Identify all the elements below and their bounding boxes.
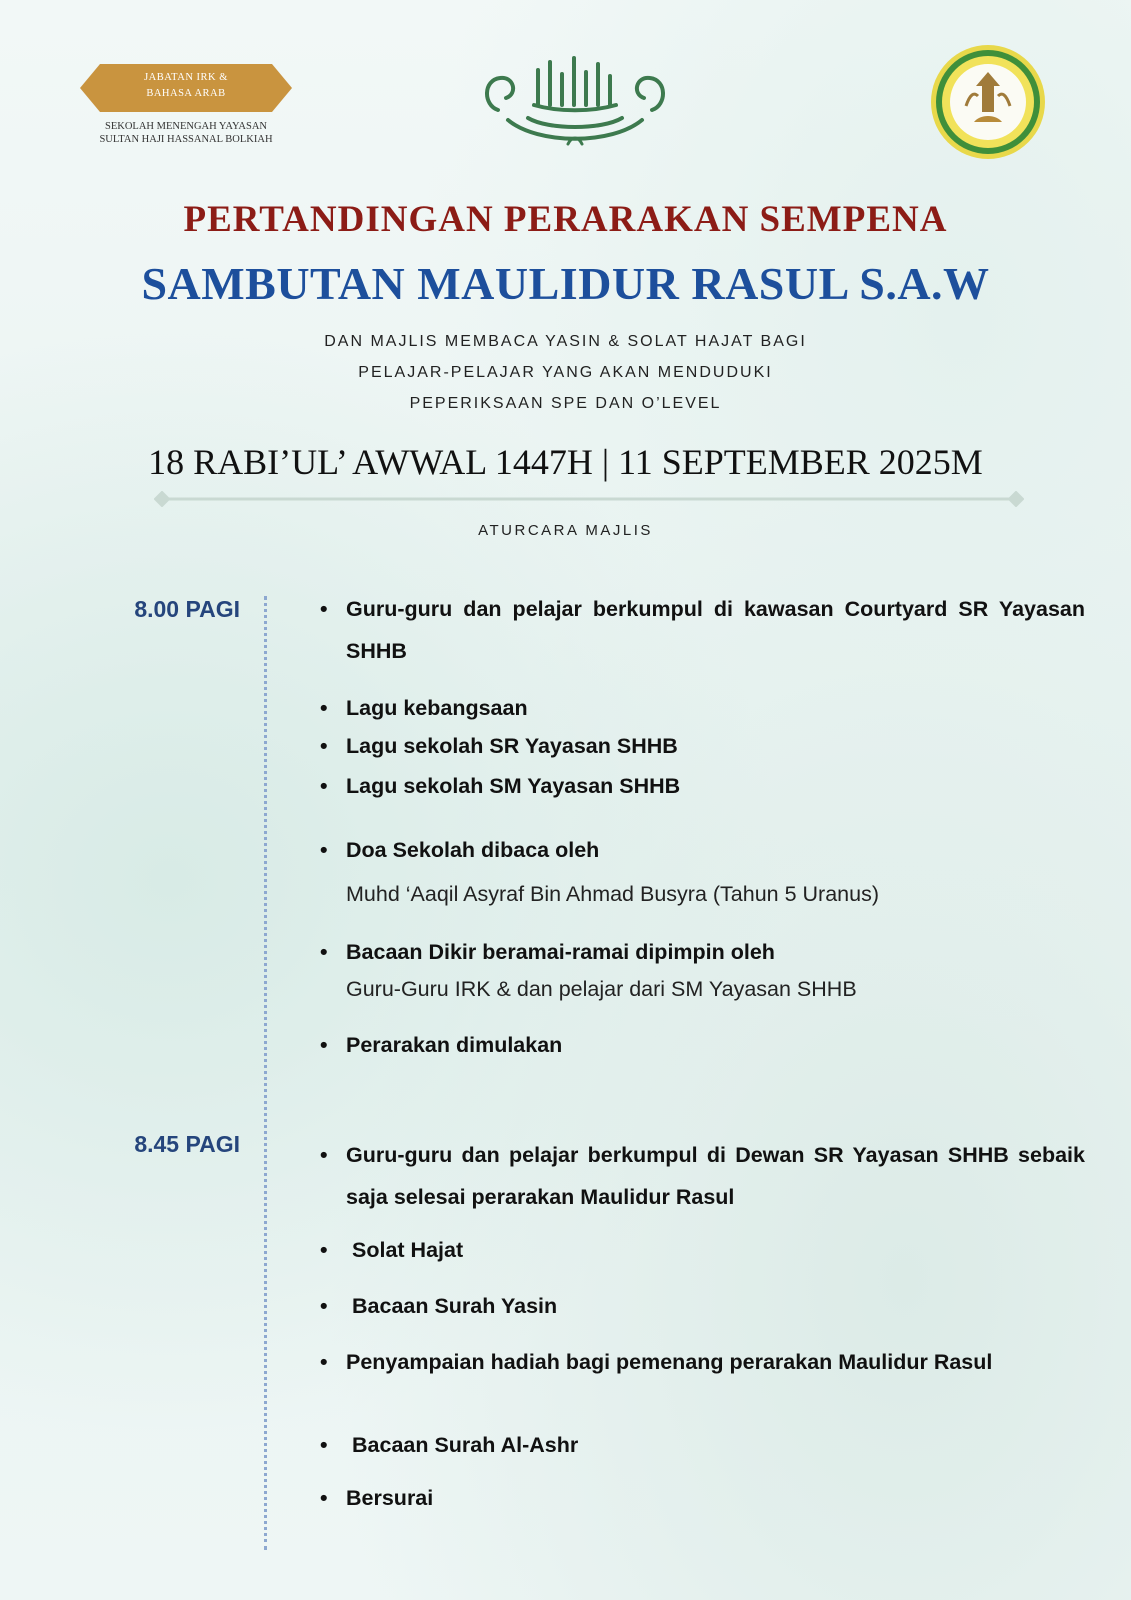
divider — [154, 491, 1024, 507]
schedule-item-text: Doa Sekolah dibaca oleh — [346, 838, 600, 862]
schedule-item — [320, 931, 1085, 973]
badge-line-1: JABATAN IRK & — [144, 72, 228, 83]
bullet: • — [320, 696, 328, 720]
schedule-item — [320, 725, 1085, 767]
event-subtitle-line-3: PEPERIKSAAN SPE DAN O’LEVEL — [409, 395, 722, 412]
bullet: • — [320, 838, 328, 862]
schedule-item-text: Bersurai — [346, 1486, 434, 1510]
bullet: • — [320, 597, 328, 621]
event-subtitle-line-1: DAN MAJLIS MEMBACA YASIN & SOLAT HAJAT BAGI — [324, 333, 807, 350]
school-name — [70, 120, 302, 146]
event-title-line-1: PERTANDINGAN PERARAKAN SEMPENA — [183, 199, 948, 240]
schedule-item-text: Lagu sekolah SM Yayasan SHHB — [346, 774, 681, 798]
schedule-item — [320, 1134, 1085, 1218]
schedule-item-text: Lagu kebangsaan — [346, 696, 528, 720]
schedule-item-text: Guru-guru dan pelajar berkumpul di kawasan Courtyard SR Yayasan SHHB — [346, 597, 1085, 663]
schedule-item — [320, 1424, 1085, 1466]
schedule-item — [320, 1229, 1085, 1271]
bullet: • — [320, 1143, 328, 1167]
bullet: • — [320, 1294, 328, 1318]
school-name-line-1: SEKOLAH MENENGAH YAYASAN — [105, 121, 267, 132]
time-label: 8.45 PAGI — [134, 1131, 240, 1157]
schedule-item — [320, 588, 1085, 672]
bullet: • — [320, 1033, 328, 1057]
event-title-line-2: SAMBUTAN MAULIDUR RASUL S.A.W — [141, 258, 990, 309]
schedule-item-text: Bacaan Dikir beramai-ramai dipimpin oleh — [346, 940, 775, 964]
school-crest-icon — [930, 44, 1046, 160]
bullet: • — [320, 734, 328, 758]
bullet: • — [320, 1350, 328, 1374]
school-name-line-2: SULTAN HAJI HASSANAL BOLKIAH — [99, 134, 273, 145]
bismillah-calligraphy-icon — [478, 50, 672, 150]
badge-line-2: BAHASA ARAB — [146, 88, 226, 99]
schedule-item — [320, 1285, 1085, 1327]
bullet: • — [320, 1238, 328, 1262]
schedule-item-text: Guru-guru dan pelajar berkumpul di Dewan SR Yayasan SHHB sebaik saja selesai perarakan Maulidur Rasul — [346, 1143, 1085, 1209]
schedule-item — [320, 687, 1085, 729]
schedule-item — [320, 1024, 1085, 1066]
schedule-item-detail: Muhd ‘Aaqil Asyraf Bin Ahmad Busyra (Tahun 5 Uranus) — [346, 882, 879, 906]
event-subtitle-line-2: PELAJAR-PELAJAR YANG AKAN MENDUDUKI — [358, 364, 773, 381]
schedule-item — [320, 1341, 1085, 1383]
timeline-line — [264, 596, 267, 1550]
bullet: • — [320, 940, 328, 964]
schedule-item-detail: Guru-Guru IRK & dan pelajar dari SM Yayasan SHHB — [346, 977, 857, 1001]
schedule-item-text: Penyampaian hadiah bagi pemenang perarakan Maulidur Rasul — [346, 1350, 993, 1374]
schedule-item-text: Lagu sekolah SR Yayasan SHHB — [346, 734, 678, 758]
schedule-item-text: Solat Hajat — [352, 1238, 464, 1262]
bullet: • — [320, 1486, 328, 1510]
section-heading: ATURCARA MAJLIS — [478, 522, 653, 539]
schedule-item — [320, 1477, 1085, 1519]
bullet: • — [320, 1433, 328, 1457]
bullet: • — [320, 774, 328, 798]
schedule-item-text: Perarakan dimulakan — [346, 1033, 563, 1057]
event-date: 18 RABI’UL’ AWWAL 1447H | 11 SEPTEMBER 2025M — [148, 442, 983, 482]
schedule-item — [320, 765, 1085, 807]
time-label: 8.00 PAGI — [134, 596, 240, 622]
schedule-item-text: Bacaan Surah Al-Ashr — [352, 1433, 579, 1457]
department-badge — [78, 62, 294, 114]
schedule-item-text: Bacaan Surah Yasin — [352, 1294, 558, 1318]
schedule-item — [320, 829, 1085, 871]
